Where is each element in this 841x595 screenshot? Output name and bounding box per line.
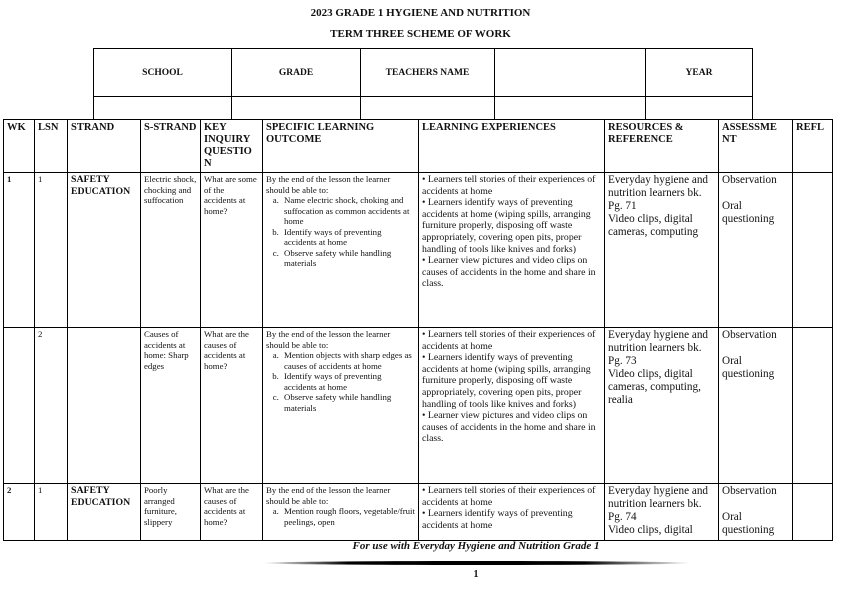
col-header-wk: WK [4, 120, 35, 173]
key-inquiry-question: What are the causes of accidents at home? [204, 329, 249, 371]
col-header-assessment: ASSESSME NT [719, 120, 793, 173]
outcome-cell [263, 484, 419, 541]
school-value[interactable] [94, 97, 232, 120]
question-cell [201, 484, 263, 541]
strand-cell [68, 328, 141, 484]
strand: SAFETY EDUCATION [71, 485, 131, 508]
school-label: SCHOOL [94, 49, 232, 97]
outcome-item: a. Mention rough floors, vegetable/fruit peelings, open [281, 506, 415, 527]
outcome-intro: By the end of the lesson the learner should be able to: [266, 174, 391, 195]
lesson-cell [35, 484, 68, 541]
assessment-cell [719, 484, 793, 541]
assessment-item: Oral questioning [722, 511, 775, 536]
col-header-resources: RESOURCES & REFERENCE [605, 120, 719, 173]
week-cell [4, 173, 35, 328]
experience-item: • Learners tell stories of their experiences of accidents at home [422, 485, 596, 508]
table-row [4, 484, 833, 541]
outcome-item: a. Mention objects with sharp edges as causes of accidents at home [281, 350, 415, 371]
resource-item: Everyday hygiene and nutrition learners bk. Pg. 73 [608, 329, 709, 367]
experience-item: • Learners tell stories of their experiences of accidents at home [422, 174, 596, 197]
info-table [93, 48, 753, 120]
outcome-item: a. Name electric shock, choking and suffocation as common accidents at home [281, 195, 415, 227]
week: 2 [7, 485, 12, 495]
table-row [4, 328, 833, 484]
sub-strand-cell [141, 328, 201, 484]
reflection-cell[interactable] [793, 173, 833, 328]
assessment-item: Observation [722, 485, 777, 497]
grade-value[interactable] [232, 97, 361, 120]
experiences-cell [419, 173, 605, 328]
teachers-name-blank[interactable] [361, 97, 495, 120]
lesson-cell [35, 173, 68, 328]
question-cell [201, 328, 263, 484]
scheme-table [3, 119, 833, 541]
experiences-cell [419, 484, 605, 541]
col-header-experiences: LEARNING EXPERIENCES [419, 120, 605, 173]
question-cell [201, 173, 263, 328]
outcome-item: b. Identify ways of preventing accidents at home [281, 227, 415, 248]
col-header-outcome: SPECIFIC LEARNING OUTCOME [263, 120, 419, 173]
resources-cell [605, 328, 719, 484]
lesson: 2 [38, 329, 43, 339]
teachers-name-value[interactable] [495, 49, 646, 97]
info-blank[interactable] [495, 97, 646, 120]
experience-item: • Learners identify ways of preventing accidents at home (wiping spills, arranging furniture properly, disposing off waste appropriately, covering open pits, proper handling of tools like knives and forks) [422, 197, 591, 255]
lesson: 1 [38, 174, 43, 184]
sub-strand: Electric shock, chocking and suffocation [144, 174, 197, 205]
strand-cell [68, 484, 141, 541]
experience-item: • Learners identify ways of preventing accidents at home (wiping spills, arranging furniture properly, disposing off waste appropriately, covering open pits, proper handling of tools like knives and forks) [422, 352, 591, 410]
week-cell [4, 328, 35, 484]
outcome-cell [263, 328, 419, 484]
resources-cell [605, 484, 719, 541]
experience-item: • Learners tell stories of their experiences of accidents at home [422, 329, 596, 352]
key-inquiry-question: What are some of the accidents at home? [204, 174, 257, 216]
grade-label: GRADE [232, 49, 361, 97]
document-subtitle: TERM THREE SCHEME OF WORK [330, 28, 511, 40]
table-row [4, 173, 833, 328]
experience-item: • Learner view pictures and video clips on causes of accidents in the home and share in class. [422, 255, 596, 290]
year-label: YEAR [646, 49, 753, 97]
resources-cell [605, 173, 719, 328]
experiences-cell [419, 328, 605, 484]
sub-strand-cell [141, 173, 201, 328]
week-cell [4, 484, 35, 541]
sub-strand: Causes of accidents at home: Sharp edges [144, 329, 189, 371]
assessment-item: Oral questioning [722, 200, 775, 225]
assessment-cell [719, 173, 793, 328]
strand: SAFETY EDUCATION [71, 174, 131, 197]
resource-item: Video clips, digital cameras, computing [608, 213, 699, 238]
resource-item: Video clips, digital [608, 524, 693, 536]
sub-strand: Poorly arranged furniture, slippery [144, 485, 177, 527]
lesson-cell [35, 328, 68, 484]
col-header-strand: STRAND [68, 120, 141, 173]
experience-item: • Learner view pictures and video clips on causes of accidents in the home and share in class. [422, 410, 596, 445]
strand-cell [68, 173, 141, 328]
col-header-reflection: REFL [793, 120, 833, 173]
outcome-item: c. Observe safety while handling materials [281, 392, 415, 413]
outcome-item: b. Identify ways of preventing accidents at home [281, 371, 415, 392]
outcome-intro: By the end of the lesson the learner should be able to: [266, 329, 391, 350]
page-number: 1 [473, 569, 479, 580]
reflection-cell[interactable] [793, 484, 833, 541]
year-value[interactable] [646, 97, 753, 120]
resource-item: Everyday hygiene and nutrition learners bk. Pg. 74 [608, 485, 709, 523]
resource-item: Everyday hygiene and nutrition learners bk. Pg. 71 [608, 174, 709, 212]
teachers-name-label: TEACHERS NAME [361, 49, 495, 97]
outcome-intro: By the end of the lesson the learner should be able to: [266, 485, 391, 506]
col-header-lsn: LSN [35, 120, 68, 173]
sub-strand-cell [141, 484, 201, 541]
footer-divider [262, 561, 692, 565]
footer-note: For use with Everyday Hygiene and Nutrition Grade 1 [352, 540, 600, 552]
col-header-sub-strand: S-STRAND [141, 120, 201, 173]
key-inquiry-question: What are the causes of accidents at home? [204, 485, 249, 527]
assessment-item: Oral questioning [722, 355, 775, 380]
outcome-item: c. Observe safety while handling materials [281, 248, 415, 269]
assessment-item: Observation [722, 329, 777, 341]
experience-item: • Learners identify ways of preventing accidents at home [422, 508, 573, 531]
assessment-cell [719, 328, 793, 484]
week: 1 [7, 174, 12, 184]
reflection-cell[interactable] [793, 328, 833, 484]
col-header-question: KEY INQUIRY QUESTIO N [201, 120, 263, 173]
outcome-cell [263, 173, 419, 328]
assessment-item: Observation [722, 174, 777, 186]
resource-item: Video clips, digital cameras, computing, realia [608, 368, 701, 406]
document-title: 2023 GRADE 1 HYGIENE AND NUTRITION [310, 7, 531, 19]
lesson: 1 [38, 485, 43, 495]
